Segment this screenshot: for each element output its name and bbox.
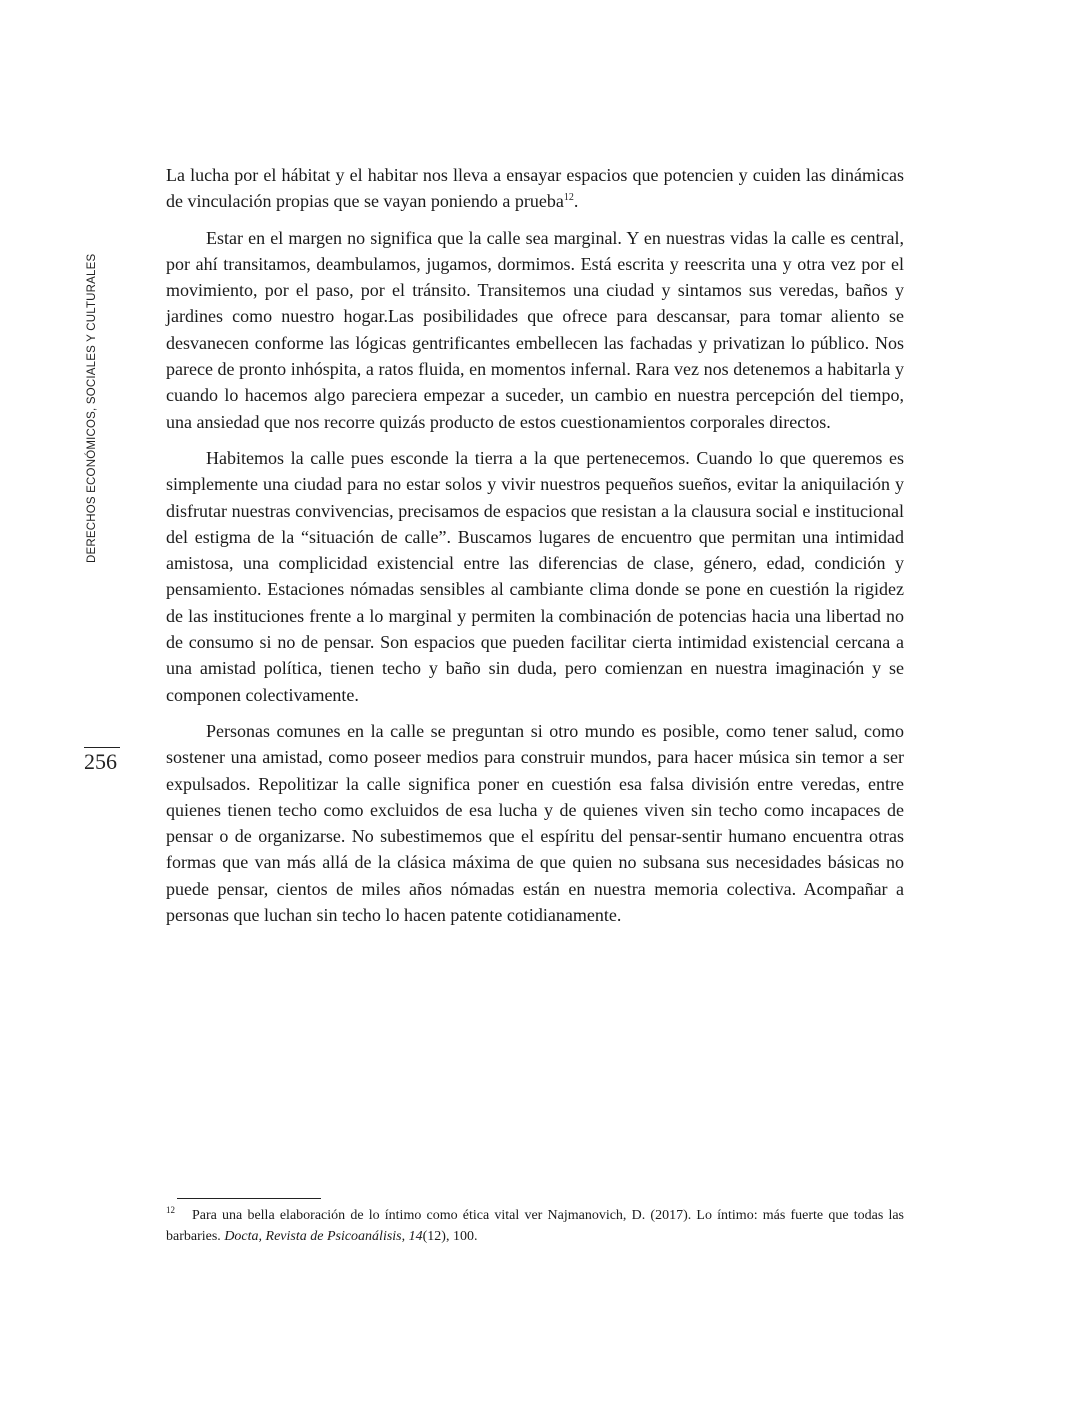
body-text [166,162,904,938]
footnote-separator-comma: , [401,1229,409,1244]
footnote-separator [177,1198,321,1199]
footnote-text: Para una bella elaboración de lo íntimo como ética vital ver Najmanovich, D. (2017). Lo íntimo: más fuerte que todas las barbaries. [166,1208,904,1244]
running-header-vertical: DERECHOS ECONÓMICOS, SOCIALES Y CULTURALES [86,253,98,563]
footnote-issue-pages: (12), 100. [422,1229,478,1244]
paragraph-2: Estar en el margen no significa que la calle sea marginal. Y en nuestras vidas la calle es central, por ahí transitamos, deambulamos, jugamos, dormimos. Está escrita y reescrita una y otra vez por el movimiento, por el paso, por el tránsito. Transitemos una ciudad y sintamos sus veredas, baños y jardines como nuestro hogar.Las posibilidades que ofrece para descansar, para tomar aliento se desvanecen conforme las lógicas gentrificantes embellecen las fachadas y privatizan lo público. Nos parece de pronto inhóspita, a ratos fluida, en momentos infernal. Rara vez nos detenemos a habitarla y cuando lo hacemos algo pareciera empezar a suceder, un cambio en nuestra percepción del tiempo, una ansiedad que nos recorre quizás producto de estos cuestionamientos corporales directos. [166,227,904,432]
page-number: 256 [84,749,117,774]
paragraph-3: Habitemos la calle pues esconde la tierra a la que pertenecemos. Cuando lo que queremos es simplemente una ciudad para no estar solos y vivir nuestros pequeños sueños, evitar la aniquilación y disfrutar nuestras convivencias, precisamos de espacios que resistan a la clausura social e institucional del estigma de la “situación de calle”. Buscamos lugares de encuentro que permitan una intimidad amistosa, una complicidad existencial entre las diferencias de clase, género, edad, condición y pensamiento. Estaciones nómadas sensibles al cambiante clima donde se pone en cuestión la rigidez de las instituciones frente a lo marginal y permiten la combinación de potencias hacia una libertad no de consumo si no de pensar. Son espacios que pueden facilitar cierta intimidad existencial cercana a una amistad política, tienen techo y baño sin duda, pero comienzan en nuestra imaginación y se componen colectivamente. [166,447,904,705]
footnote: 12 Para una bella elaboración de lo íntimo como ética vital ver Najmanovich, D. (2017). Lo íntimo: más fuerte que todas las barbaries. Docta, Revista de Psicoanálisis, 14(12), 100. [166,1205,904,1244]
paragraph-1-end: . [573,191,579,212]
paragraph-1 [166,162,904,215]
paragraph-4: Personas comunes en la calle se preguntan si otro mundo es posible, como tener salud, como sostener una amistad, como poseer medios para construir mundos, para hacer música sin temor a ser expulsados. Repolitizar la calle significa poner en cuestión esa falsa división entre veredas, entre quienes tienen techo como excluidos de esa lucha y de quienes viven sin techo como incapaces de pensar o de organizarse. No subestimemos que el espíritu del pensar-sentir humano encuentra otras formas que van más allá de la clásica máxima de que quien no subsana sus necesidades básicas no puede pensar, cientos de miles años nómadas están en nuestra memoria colectiva. Acompañar a personas que luchan sin techo lo hacen patente cotidianamente. [166,720,904,926]
paragraph-1-text: La lucha por el hábitat y el habitar nos lleva a ensayar espacios que potencien y cuiden las dinámicas de vinculación propias que se vayan poniendo a prueba [166,165,904,212]
footnote-volume: 14 [408,1229,423,1244]
footnote-reference[interactable]: 12 [563,192,574,204]
footnote-journal: Docta, Revista de Psicoanálisis [224,1229,402,1244]
